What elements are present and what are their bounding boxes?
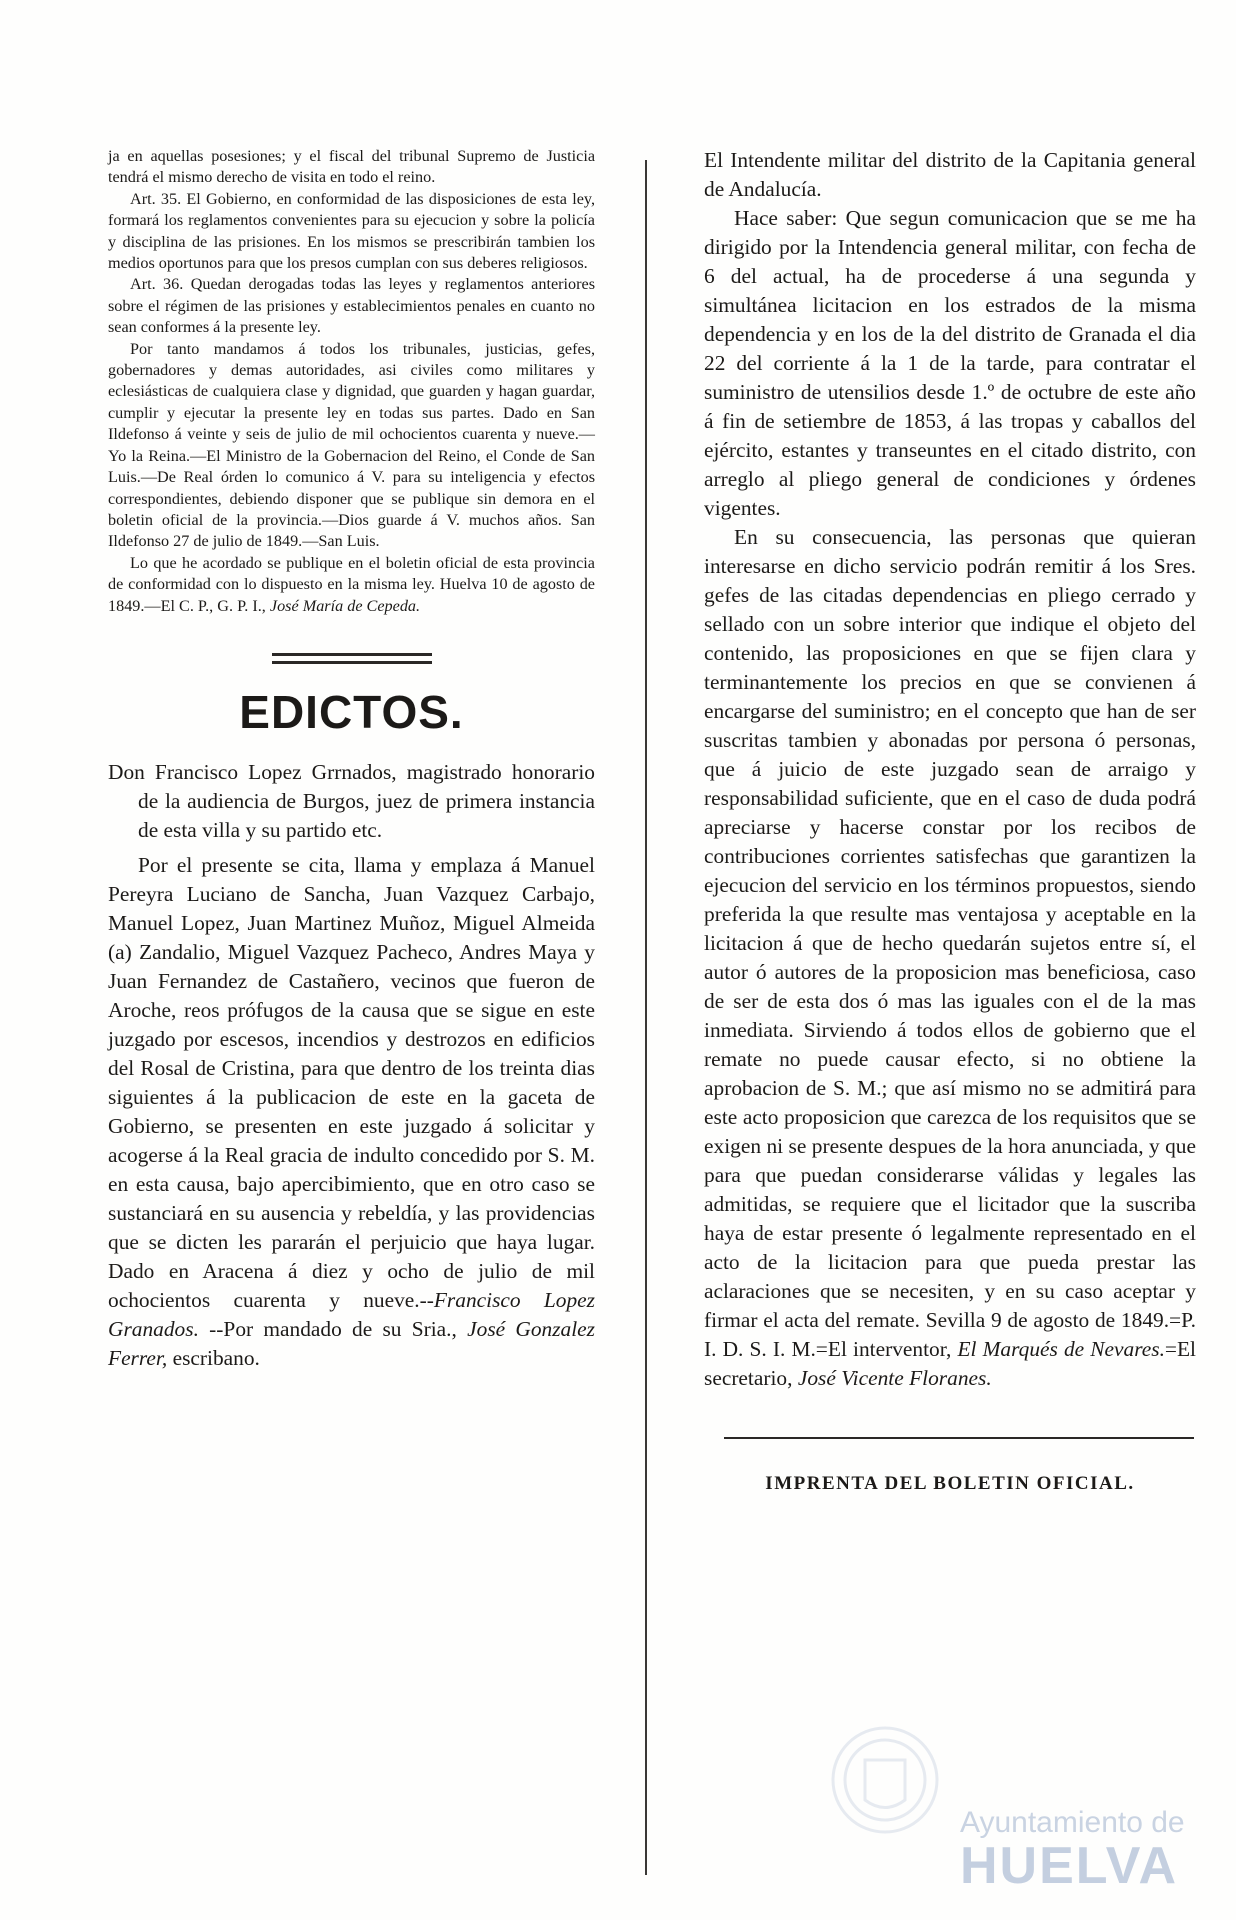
notice-secretary-label: =El secretario,: [704, 1337, 1196, 1390]
notice-paragraph-1: Hace saber: Que segun comunicacion que se me ha dirigido por la Intendencia general militar, con fecha de 6 del actual, ha de procederse á una segunda y simultánea licitacion en los estrados de la misma dependencia y en los de la del distrito de Granada el dia 22 del corriente á la 1 de la tarde, para contratar el suministro de utensilios desde 1.º de octubre de este año á fin de setiembre de 1853, á las tropas y caballos del ejército, estantes y transeuntes en el citado distrito, con arreglo al pliego general de condiciones y órdenes vigentes.: [704, 206, 1196, 520]
notice-title: El Intendente militar del distrito de la Capitania general de Andalucía.: [704, 148, 1196, 201]
signature: José María de Cepeda.: [269, 596, 421, 615]
edict-text: Por el presente se cita, llama y emplaza á Manuel Pereyra Luciano de Sancha, Juan Vazquez Carbajo, Manuel Lopez, Juan Martinez Muñoz, Miguel Almeida (a) Zandalio, Miguel Vazquez Pacheco, Andres Maya y Juan Fernandez de Castañero, vecinos que fueron de Aroche, reos prófugos de la causa que se sigue en este juzgado por escesos, incendios y destrozos en edificios del Rosal de Cristina, para que dentro de los treinta dias siguientes á la publicacion de este en la gaceta de Gobierno, se presenten en este juzgado á solicitar y acogerse á la Real gracia de indulto concedido por S. M. en esta causa, bajo apercibimiento, que en otro caso se sustanciará en su ausencia y rebeldía, y las providencias que se dicten les pararán el perjuicio que haya lugar. Dado en Aracena á diez y ocho de julio de mil ochocientos cuarenta y nueve.--: [108, 852, 595, 1312]
article-35: Art. 35. El Gobierno, en conformidad de las disposiciones de esta ley, formará los reglamentos convenientes para su ejecucion y sobre la policía y disciplina de las prisiones. En los mismos se prescribirán tambien los medios oportunos para que los presos cumplan con sus deberes religiosos.: [108, 189, 595, 273]
article-36: Art. 36. Quedan derogadas todas las leyes y reglamentos anteriores sobre el régimen de las prisiones y establecimientos penales en cuanto no sean conformes á la presente ley.: [108, 275, 595, 337]
section-rule: [272, 653, 432, 664]
closing-rule: [724, 1437, 1194, 1439]
law-publication-note: [108, 553, 595, 617]
law-paragraph: ja en aquellas posesiones; y el fiscal del tribunal Supremo de Justicia tendrá el mismo derecho de visita en todo el reino.: [108, 147, 595, 187]
edict-heading: Don Francisco Lopez Grrnados, magistrado honorario de la audiencia de Burgos, juez de primera instancia de esta villa y su partido etc.: [108, 759, 595, 842]
watermark-line-2: HUELVA: [960, 1837, 1179, 1895]
edict-body: [108, 851, 595, 1373]
notice-signature-secretary: José Vicente Floranes.: [797, 1366, 992, 1390]
watermark-line-1: Ayuntamiento de: [960, 1806, 1185, 1839]
intendencia-notice: [704, 146, 1196, 1393]
edict-signature-clerk: José Gonzalez Ferrer,: [108, 1316, 595, 1370]
notice-text: En su consecuencia, las personas que quieran interesarse en dicho servicio podrán remitir á los Sres. gefes de las citadas dependencias en pliego cerrado y sellado con un sobre interior que indique el objeto del contenido, las proposiciones en que se fijen clara y terminantemente los precios en que se convienen á encargarse del suministro; en el concepto que han de ser suscritas tambien y abonadas por persona ó personas, que á juicio de este juzgado sean de arraigo y responsabilidad suficiente, que en el caso de duda podrá apreciarse y hacerse constar por los recibos de contribuciones corrientes satisfechas que garantizen la ejecucion del servicio en los términos propuestos, siendo preferida la que resulte mas ventajosa y aceptable en la licitacion á que de hecho quedarán sujetos entre sí, el autor ó autores de la proposicion mas beneficiosa, caso de ser de esta dos ó mas las iguales con el de la mas inmediata. Sirviendo á todos ellos de gobierno que el remate no puede causar efecto, si no obtiene la aprobacion de S. M.; que así mismo no se admitirá para este acto proposicion que carezca de los requisitos que se exigen ni se presente despues de la hora anunciada, y que para que puedan considerarse válidas y legales las admitidas, se requiere que el licitador que la suscriba haya de estar presente ó legalmente representado en el acto de la licitacion para que pueda prestar las aclaraciones que se necesiten, y en su caso aceptar y firmar el acta del remate. Sevilla 9 de agosto de 1849.=P. I. D. S. I. M.=El interventor,: [704, 525, 1196, 1361]
edict: [108, 758, 595, 1373]
section-heading: EDICTOS.: [239, 685, 464, 738]
edict-mandate: --Por mandado de su Sria.,: [209, 1316, 457, 1341]
edict-signature-judge: Francisco Lopez Granados.: [108, 1287, 595, 1341]
notice-signature-interventor: El Marqués de Nevares.: [957, 1337, 1165, 1361]
left-column: [108, 146, 595, 1373]
law-decree: Por tanto mandamos á todos los tribunales, justicias, gefes, gobernadores y demas autoridades, asi civiles como militares y eclesiásticas de cualquiera clase y dignidad, que guarden y hagan guardar, cumplir y ejecutar la presente ley en todas sus partes. Dado en San Ildefonso á veinte y seis de julio de mil ochocientos cuarenta y nueve.—Yo la Reina.—El Ministro de la Gobernacion del Reino, el Conde de San Luis.—De Real órden lo comunico á V. para su inteligencia y efectos correspondientes, debiendo disponer que se publique sin demora en el boletin oficial de la provincia.—Dios guarde á V. muchos años. San Ildefonso 27 de julio de 1849.—San Luis.: [108, 339, 595, 551]
publication-text: Lo que he acordado se publique en el boletin oficial de esta provincia de conformidad con lo dispuesto en la misma ley. Huelva 10 de agosto de 1849.—El C. P., G. P. I.,: [108, 553, 595, 615]
notice-paragraph-2: [704, 523, 1196, 1393]
imprint-line: IMPRENTA DEL BOLETIN OFICIAL.: [765, 1473, 1135, 1494]
column-divider: [645, 160, 647, 1875]
right-column: [704, 146, 1196, 1495]
law-text: [108, 146, 595, 617]
edict-role: escribano.: [172, 1345, 260, 1370]
